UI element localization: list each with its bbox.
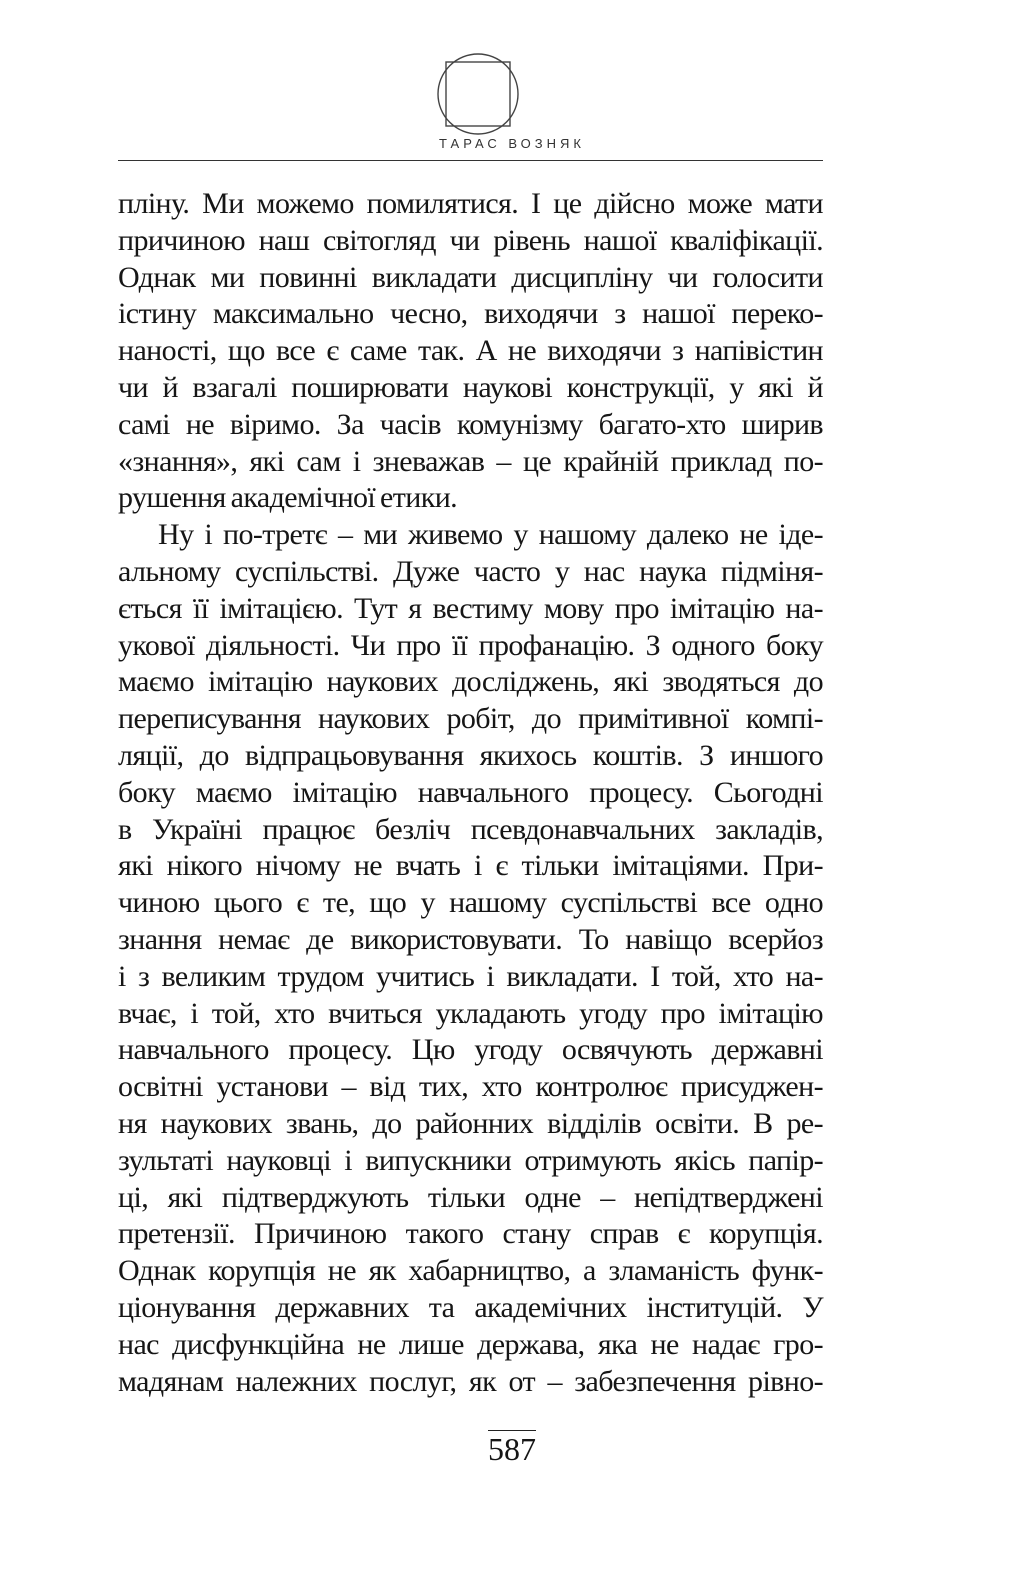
body-text	[118, 186, 823, 1400]
text-line: ляції, до відпрацьовування якихось коштів. З иншого	[118, 738, 823, 772]
text-line: маємо імітацію наукових досліджень, які зводяться до	[118, 665, 823, 699]
text-line: вчає, і той, хто вчиться укладають угоду про імітацію	[118, 996, 823, 1030]
text-line: «знання», які сам і зневажав – це крайній приклад по-	[118, 444, 823, 478]
text-line: ня наукових звань, до районних відділів освіти. В ре-	[118, 1106, 823, 1140]
paragraph-first-line: Ну і по-третє – ми живемо у нашому далеко не іде-	[158, 518, 823, 552]
page-number-text: 587	[488, 1431, 536, 1467]
text-line: чи й взагалі поширювати наукові конструкції, у які й	[118, 370, 823, 404]
text-line: знання немає де використовувати. То навіщо всерйоз	[118, 922, 823, 956]
text-line: істину максимально чесно, виходячи з нашої переко-	[118, 297, 823, 331]
text-line: мадянам належних послуг, як от – забезпечення рівно-	[118, 1364, 823, 1398]
text-line: чиною цього є те, що у нашому суспільстві все одно	[118, 886, 823, 920]
text-line: ється її імітацією. Тут я вестиму мову про імітацію на-	[118, 591, 823, 625]
text-line: освітні установи – від тих, хто контролює присуджен-	[118, 1070, 823, 1104]
text-line: наності, що все є саме так. А не виходячи з напівістин	[118, 334, 823, 368]
text-line: в Україні працює безліч псевдонавчальних закладів,	[118, 812, 823, 846]
text-line: Однак корупція не як хабарництво, а зламаність функ-	[118, 1254, 823, 1288]
text-line: переписування наукових робіт, до примітивної компі-	[118, 702, 823, 736]
text-line: причиною наш світогляд чи рівень нашої кваліфікації.	[118, 223, 823, 257]
circle-square-icon	[436, 52, 520, 136]
text-line: укової діяльності. Чи про її профанацію. З одного боку	[118, 628, 823, 662]
text-line: претензії. Причиною такого стану справ є корупція.	[118, 1217, 823, 1251]
text-line: самі не віримо. За часів комунізму багато-хто ширив	[118, 407, 823, 441]
text-line: які нікого нічому не вчать і є тільки імітаціями. При-	[118, 849, 823, 883]
text-line: ці, які підтверджують тільки одне – непідтверджені	[118, 1180, 823, 1214]
text-line: навчального процесу. Цю угоду освячують державні	[118, 1033, 823, 1067]
text-line: Однак ми повинні викладати дисципліну чи голосити	[118, 260, 823, 294]
text-line: альному суспільстві. Дуже часто у нас наука підміня-	[118, 554, 823, 588]
text-line: ціонування державних та академічних інституцій. У	[118, 1290, 823, 1324]
text-line: і з великим трудом учитись і викладати. І той, хто на-	[118, 959, 823, 993]
running-head-author: ТАРАС ВОЗНЯК	[439, 136, 585, 151]
page-number	[0, 1430, 1024, 1468]
paragraph-end-line: рушення академічної етики.	[118, 481, 458, 515]
text-line: пліну. Ми можемо помилятися. І це дійсно може мати	[118, 187, 823, 220]
header-rule	[118, 160, 823, 161]
text-line: боку маємо імітацію навчального процесу. Сьогодні	[118, 775, 823, 809]
text-line: нас дисфункційна не лише держава, яка не надає гро-	[118, 1327, 823, 1361]
text-line: зультаті науковці і випускники отримують якісь папір-	[118, 1143, 823, 1177]
